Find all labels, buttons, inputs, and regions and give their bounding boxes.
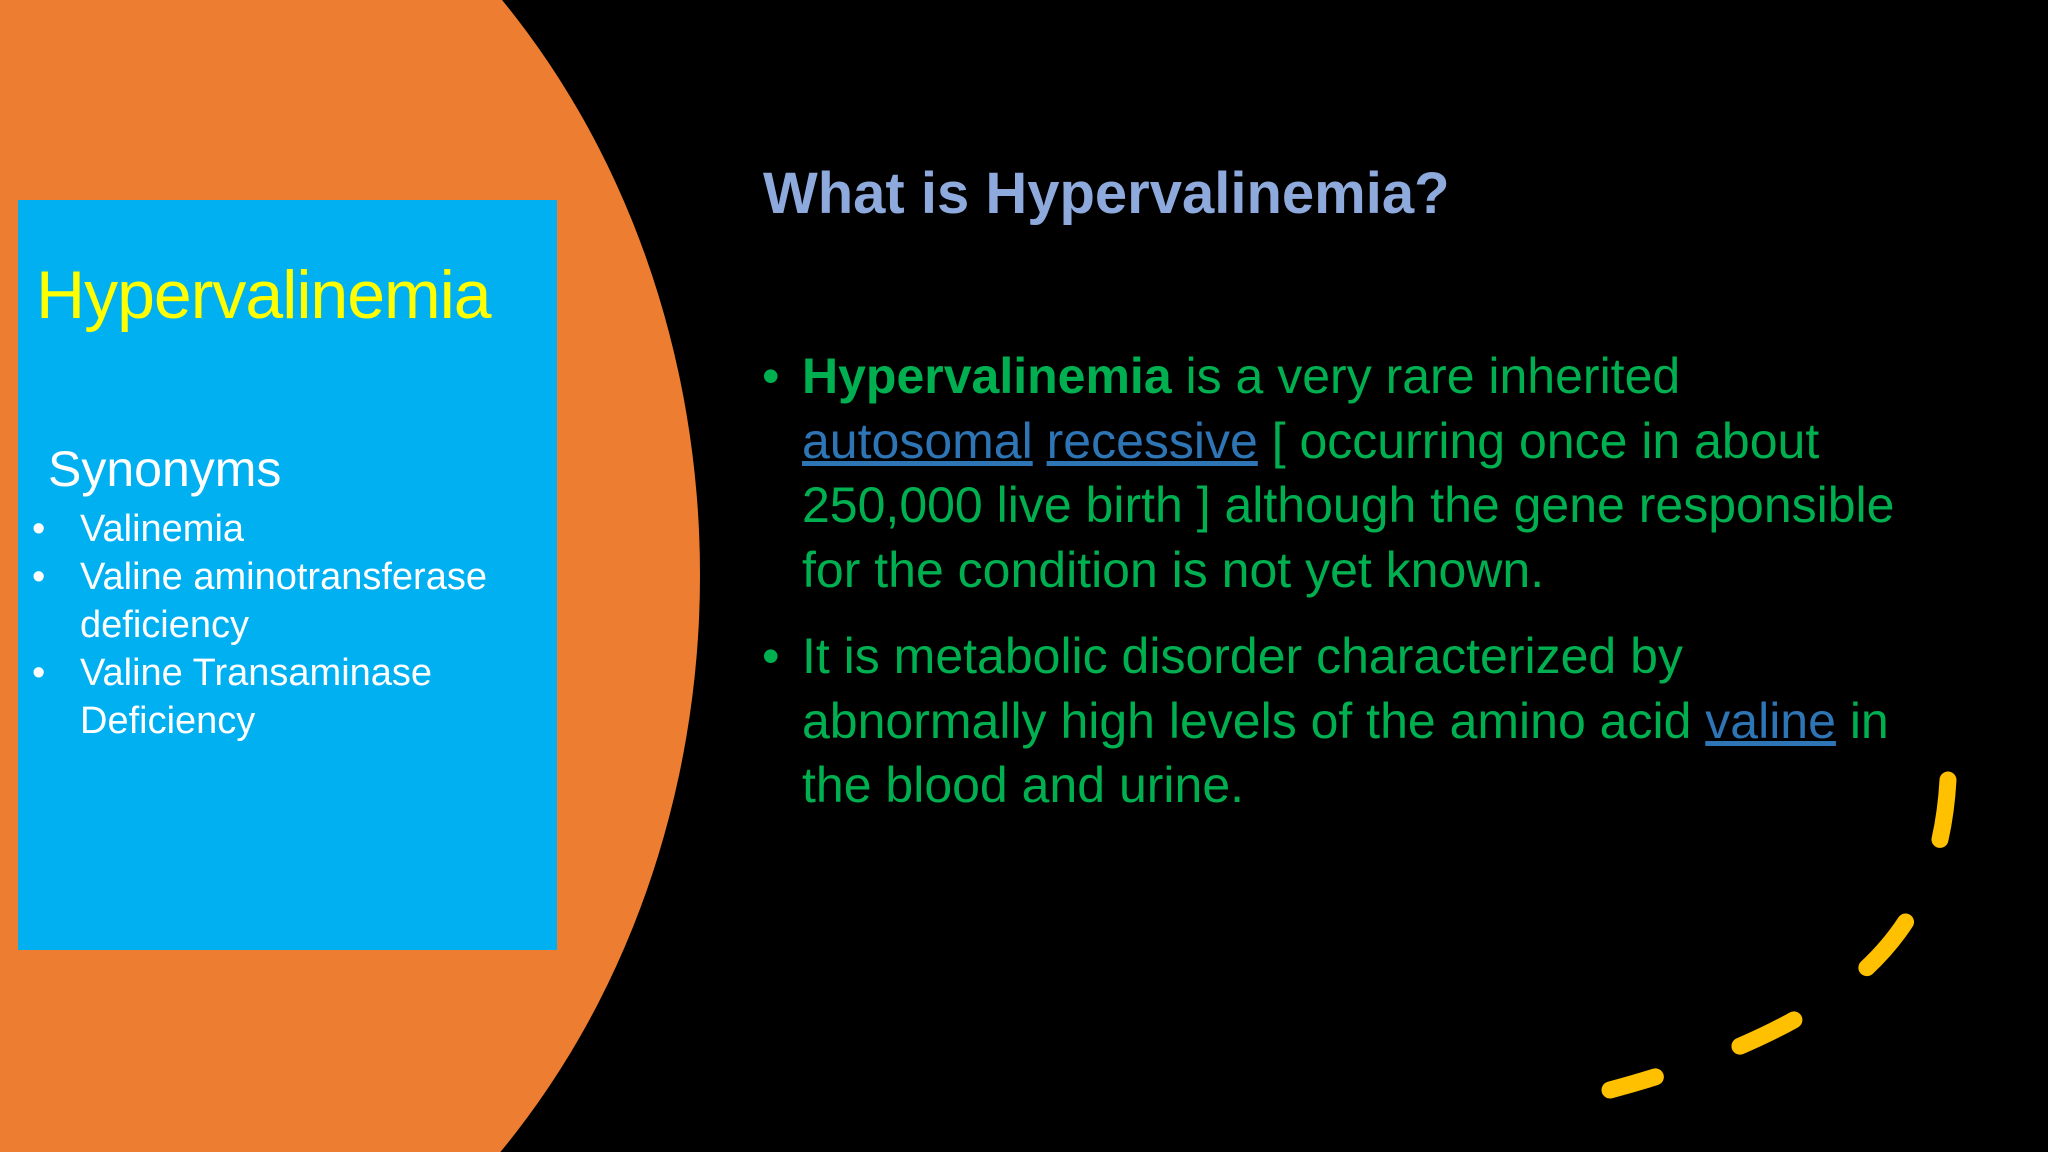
synonym-item (32, 553, 542, 649)
key-term: Hypervalinemia (802, 348, 1172, 404)
synonym-label: Valine Transaminase Deficiency (80, 652, 433, 742)
body-text: It is metabolic disorder characterized by abnormally high levels of the amino acid (802, 628, 1706, 749)
bullet-icon: • (762, 348, 780, 404)
synonym-item (32, 649, 542, 745)
synonyms-panel (18, 200, 557, 950)
body-text: [ occurring once in about 250,000 live birth ] although the gene responsible for the condition is not yet known. (802, 412, 1895, 598)
synonym-list (32, 505, 542, 745)
valine-link[interactable]: valine (1705, 692, 1836, 749)
synonyms-heading: Synonyms (48, 441, 282, 497)
bullet-icon: • (32, 652, 46, 694)
bullet-icon: • (32, 556, 46, 598)
bullet-icon: • (32, 508, 46, 550)
body-text: is a very rare inherited (1171, 348, 1681, 404)
synonym-item (32, 505, 542, 553)
dashed-arc-path (1610, 780, 1948, 1090)
content-bullet-item (762, 344, 1922, 602)
bullet-icon: • (762, 628, 780, 684)
body-text: in the blood and urine. (802, 692, 1889, 813)
page-title: What is Hypervalinemia? (763, 161, 1450, 226)
spacer-text (1033, 413, 1047, 469)
recessive-link[interactable]: recessive (1046, 412, 1258, 469)
synonym-label: Valine aminotransferase deficiency (80, 556, 487, 646)
sidebar-title: Hypervalinemia (36, 257, 491, 333)
dashed-arc-decoration (1580, 760, 1990, 1120)
synonym-label: Valinemia (80, 508, 245, 550)
autosomal-link[interactable]: autosomal (802, 412, 1033, 469)
